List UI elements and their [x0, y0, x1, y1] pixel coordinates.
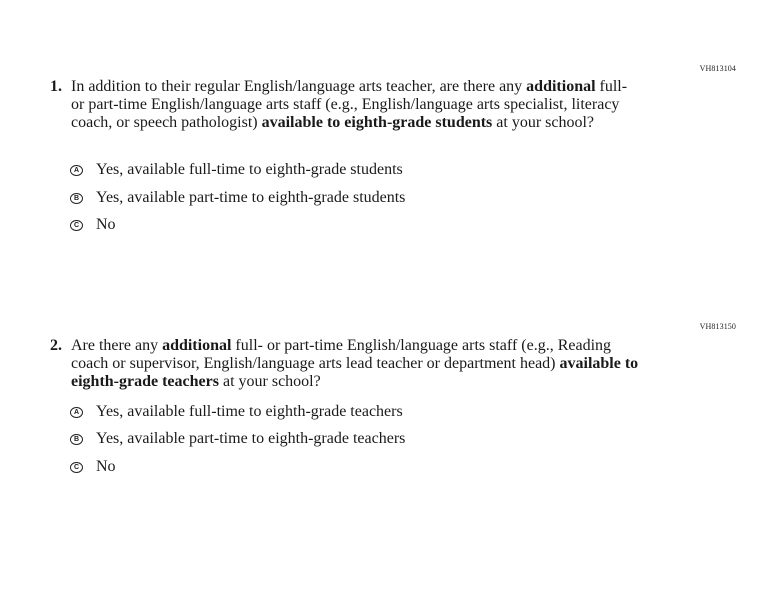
answer-option-c[interactable]	[70, 457, 116, 477]
option-label: No	[96, 216, 116, 233]
question-emphasis: additional	[526, 78, 596, 95]
radio-bubble-icon[interactable]: C	[70, 462, 83, 473]
answer-option-c[interactable]	[70, 215, 116, 235]
option-label: Yes, available full-time to eighth-grade teachers	[96, 403, 403, 420]
question-text-part: full- or part-time English/language arts staff (e.g., Reading coach or supervisor, English/language arts lead teacher or department head)	[71, 337, 612, 372]
question-text-part: In addition to their regular English/language arts teacher, are there any	[71, 78, 527, 95]
answer-option-b[interactable]	[70, 188, 405, 208]
option-label: Yes, available part-time to eighth-grade teachers	[96, 430, 406, 447]
question-text	[71, 337, 640, 391]
question-text-part: Are there any	[71, 337, 163, 354]
question-stem	[50, 337, 640, 391]
question-emphasis: additional	[162, 337, 232, 354]
option-label: Yes, available part-time to eighth-grade students	[96, 189, 406, 206]
question-number: 1.	[50, 78, 62, 95]
question-text	[71, 78, 640, 132]
radio-bubble-icon[interactable]: A	[70, 165, 83, 176]
question-emphasis: available to eighth-grade teachers	[71, 355, 639, 390]
option-label: No	[96, 458, 116, 475]
question-id-code: VH813150	[699, 322, 736, 331]
radio-bubble-icon[interactable]: B	[70, 434, 83, 445]
option-label: Yes, available full-time to eighth-grade students	[96, 161, 403, 178]
question-id-code: VH813104	[699, 64, 736, 73]
question-emphasis: available to eighth-grade students	[261, 114, 493, 131]
question-number: 2.	[50, 337, 62, 354]
question-stem	[50, 78, 640, 132]
question-text-part: at your school?	[218, 373, 321, 390]
answer-option-a[interactable]	[70, 402, 403, 422]
radio-bubble-icon[interactable]: B	[70, 193, 83, 204]
question-text-part: full- or part-time English/language arts staff (e.g., English/language arts specialist, literacy coach, or speech pathologist)	[71, 78, 628, 131]
answer-option-a[interactable]	[70, 160, 403, 180]
radio-bubble-icon[interactable]: A	[70, 407, 83, 418]
radio-bubble-icon[interactable]: C	[70, 220, 83, 231]
question-text-part: at your school?	[492, 114, 595, 131]
answer-option-b[interactable]	[70, 429, 405, 449]
